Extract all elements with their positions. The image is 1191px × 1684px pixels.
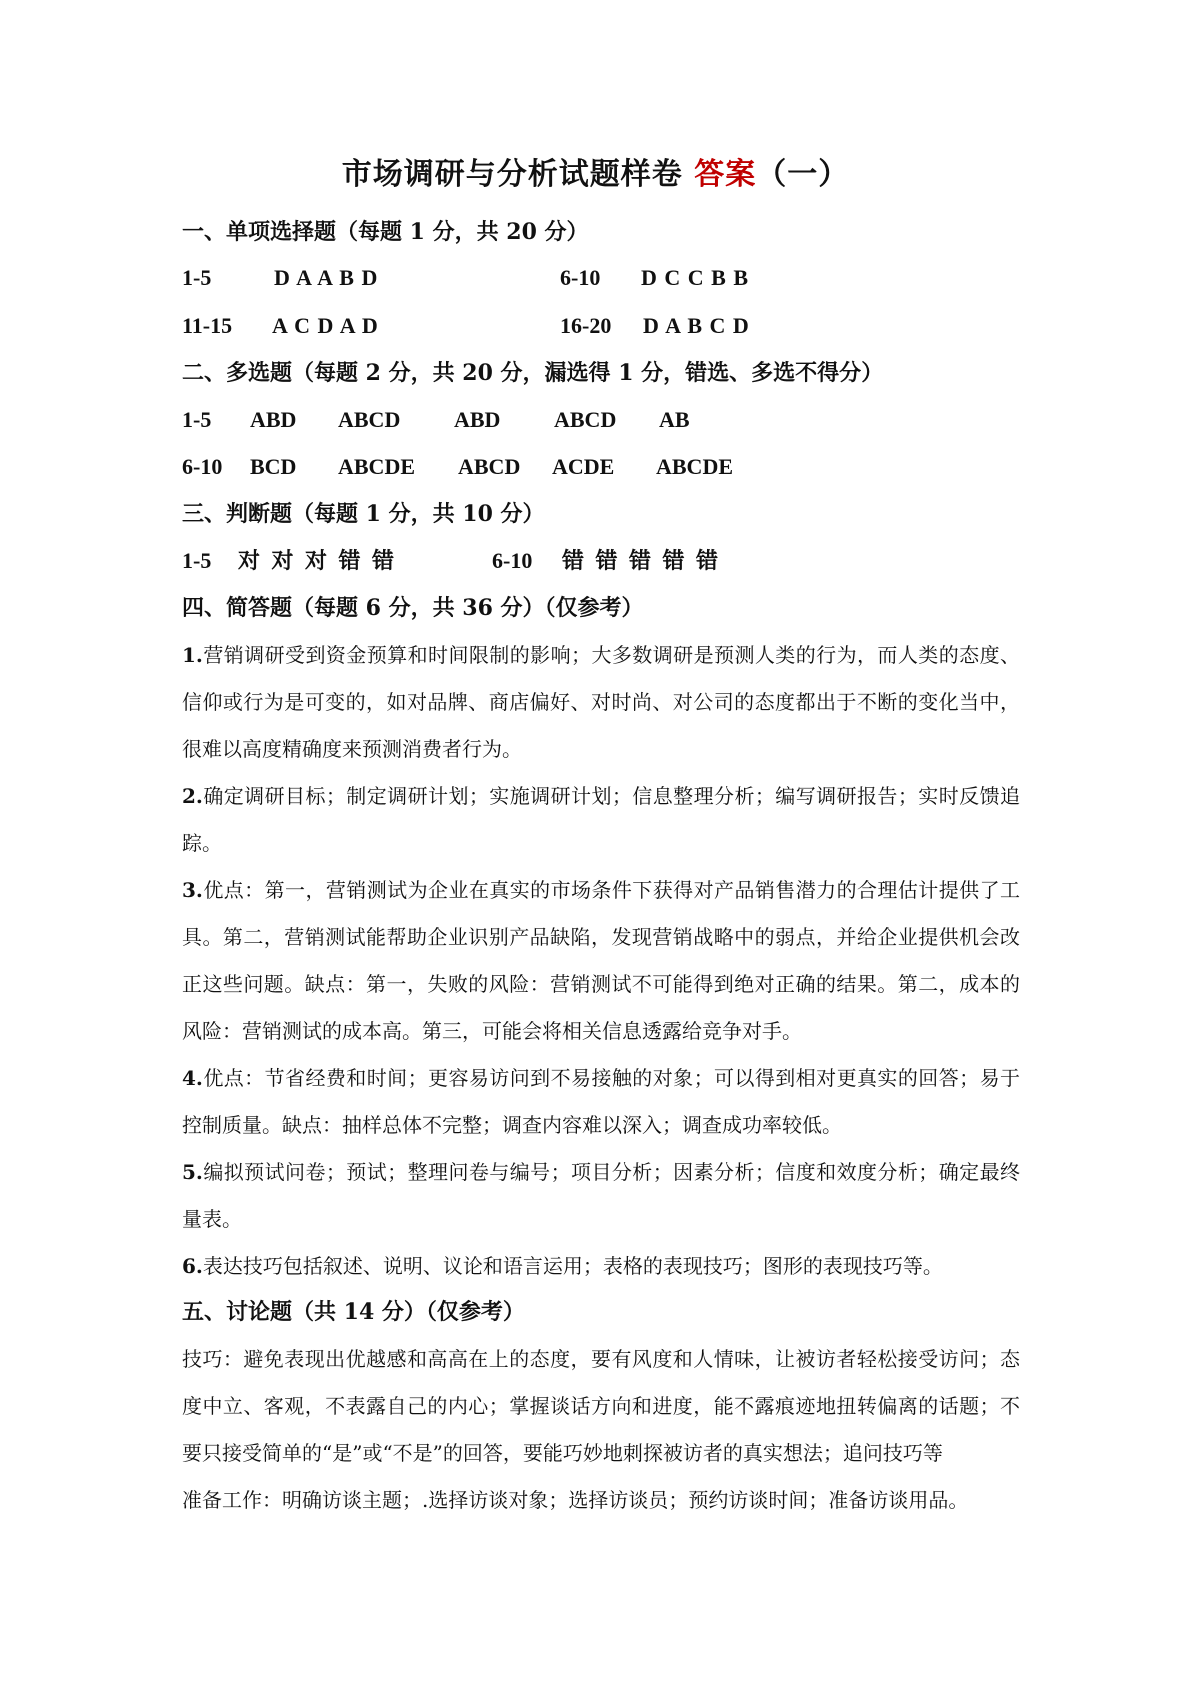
s2-row1-answer-5: AB [659, 407, 690, 432]
s4-item-6-text: 表达技巧包括叙述、说明、议论和语言运用；表格的表现技巧；图形的表现技巧等。 [202, 1254, 943, 1278]
s3-answers-b: 错 错 错 错 错 [562, 548, 719, 573]
section1-heading: 一、单项选择题（每题 1 分，共 20 分） [182, 219, 589, 245]
s2-row1-answer-2: ABCD [338, 407, 401, 432]
title-main: 市场调研与分析试题样卷 [341, 157, 695, 192]
s4-item-3-num: 3. [182, 878, 203, 902]
s4-item-1 [182, 632, 1020, 773]
section2-heading: 二、多选题（每题 2 分，共 20 分，漏选得 1 分，错选、多选不得分） [182, 360, 884, 386]
s3-answers-a: 对 对 对 错 错 [238, 548, 395, 573]
s4-item-4 [182, 1055, 1020, 1149]
s4-item-2-num: 2. [182, 784, 203, 808]
s5-paragraph-2: 准备工作：明确访谈主题；.选择访谈对象；选择访谈员；预约访谈时间；准备访谈用品。 [182, 1488, 969, 1512]
s4-item-4-text: 优点：节省经费和时间；更容易访问到不易接触的对象；可以得到相对更真实的回答；易于控制质量。缺点：抽样总体不完整；调查内容难以深入；调查成功率较低。 [182, 1066, 1020, 1137]
s2-row1-answer-1: ABD [250, 407, 297, 432]
s2-row2-answer-4: ACDE [552, 454, 615, 479]
s2-row1-answer-3: ABD [454, 407, 501, 432]
s2-row2-answer-3: ABCD [458, 454, 521, 479]
s4-item-2-text: 确定调研目标；制定调研计划；实施调研计划；信息整理分析；编写调研报告；实时反馈追踪。 [182, 784, 1020, 855]
s4-item-5-text: 编拟预试问卷；预试；整理问卷与编号；项目分析；因素分析；信度和效度分析；确定最终量表。 [182, 1160, 1020, 1231]
title-suffix: （一） [756, 157, 850, 192]
s1-row2-range-b: 16-20 [560, 313, 612, 338]
s1-row1-answers-b: D C C B B [641, 265, 749, 290]
s5-paragraph-1: 技巧：避免表现出优越感和高高在上的态度，要有风度和人情味，让被访者轻松接受访问；态度中立、客观，不表露自己的内心；掌握谈话方向和进度，能不露痕迹地扭转偏离的话题；不要只接受简单的“是”或“不是”的回答，要能巧妙地刺探被访者的真实想法；追问技巧等 [182, 1347, 1020, 1465]
s1-row2-answers-a: A C D A D [272, 313, 378, 338]
section4-heading: 四、简答题（每题 6 分，共 36 分）（仅参考） [182, 595, 644, 621]
s4-item-2 [182, 773, 1020, 867]
s3-range-b: 6-10 [492, 548, 533, 573]
s2-row2-range: 6-10 [182, 454, 223, 479]
section3-heading: 三、判断题（每题 1 分，共 10 分） [182, 501, 545, 527]
s4-item-5-num: 5. [182, 1160, 203, 1184]
s1-row2-range-a: 11-15 [182, 313, 233, 338]
s4-item-1-text: 营销调研受到资金预算和时间限制的影响；大多数调研是预测人类的行为，而人类的态度、信仰或行为是可变的，如对品牌、商店偏好、对时尚、对公司的态度都出于不断的变化当中，很难以高度精确度来预测消费者行为。 [182, 643, 1020, 761]
s2-row1-range: 1-5 [182, 407, 212, 432]
s1-row1-range-b: 6-10 [560, 265, 601, 290]
s1-row1-range-a: 1-5 [182, 265, 212, 290]
title-answer: 答案 [694, 157, 757, 192]
s3-range-a: 1-5 [182, 548, 212, 573]
s2-row1-answer-4: ABCD [554, 407, 617, 432]
s1-row1-answers-a: D A A B D [274, 265, 378, 290]
s2-row2-answer-5: ABCDE [656, 454, 734, 479]
s4-item-4-num: 4. [182, 1066, 203, 1090]
s4-item-1-num: 1. [182, 643, 203, 667]
section5-heading: 五、讨论题（共 14 分）（仅参考） [182, 1299, 525, 1325]
s4-item-6 [182, 1243, 1020, 1290]
s2-row2-answer-1: BCD [250, 454, 297, 479]
s4-item-3-text: 优点：第一，营销测试为企业在真实的市场条件下获得对产品销售潜力的合理估计提供了工具。第二，营销测试能帮助企业识别产品缺陷，发现营销战略中的弱点，并给企业提供机会改正这些问题。缺点：第一，失败的风险：营销测试不可能得到绝对正确的结果。第二，成本的风险：营销测试的成本高。第三，可能会将相关信息透露给竞争对手。 [182, 878, 1020, 1043]
s4-item-6-num: 6. [182, 1254, 203, 1278]
page-title [0, 155, 1191, 195]
s4-item-3 [182, 867, 1020, 1055]
s4-item-5 [182, 1149, 1020, 1243]
s1-row2-answers-b: D A B C D [643, 313, 749, 338]
s2-row2-answer-2: ABCDE [338, 454, 416, 479]
